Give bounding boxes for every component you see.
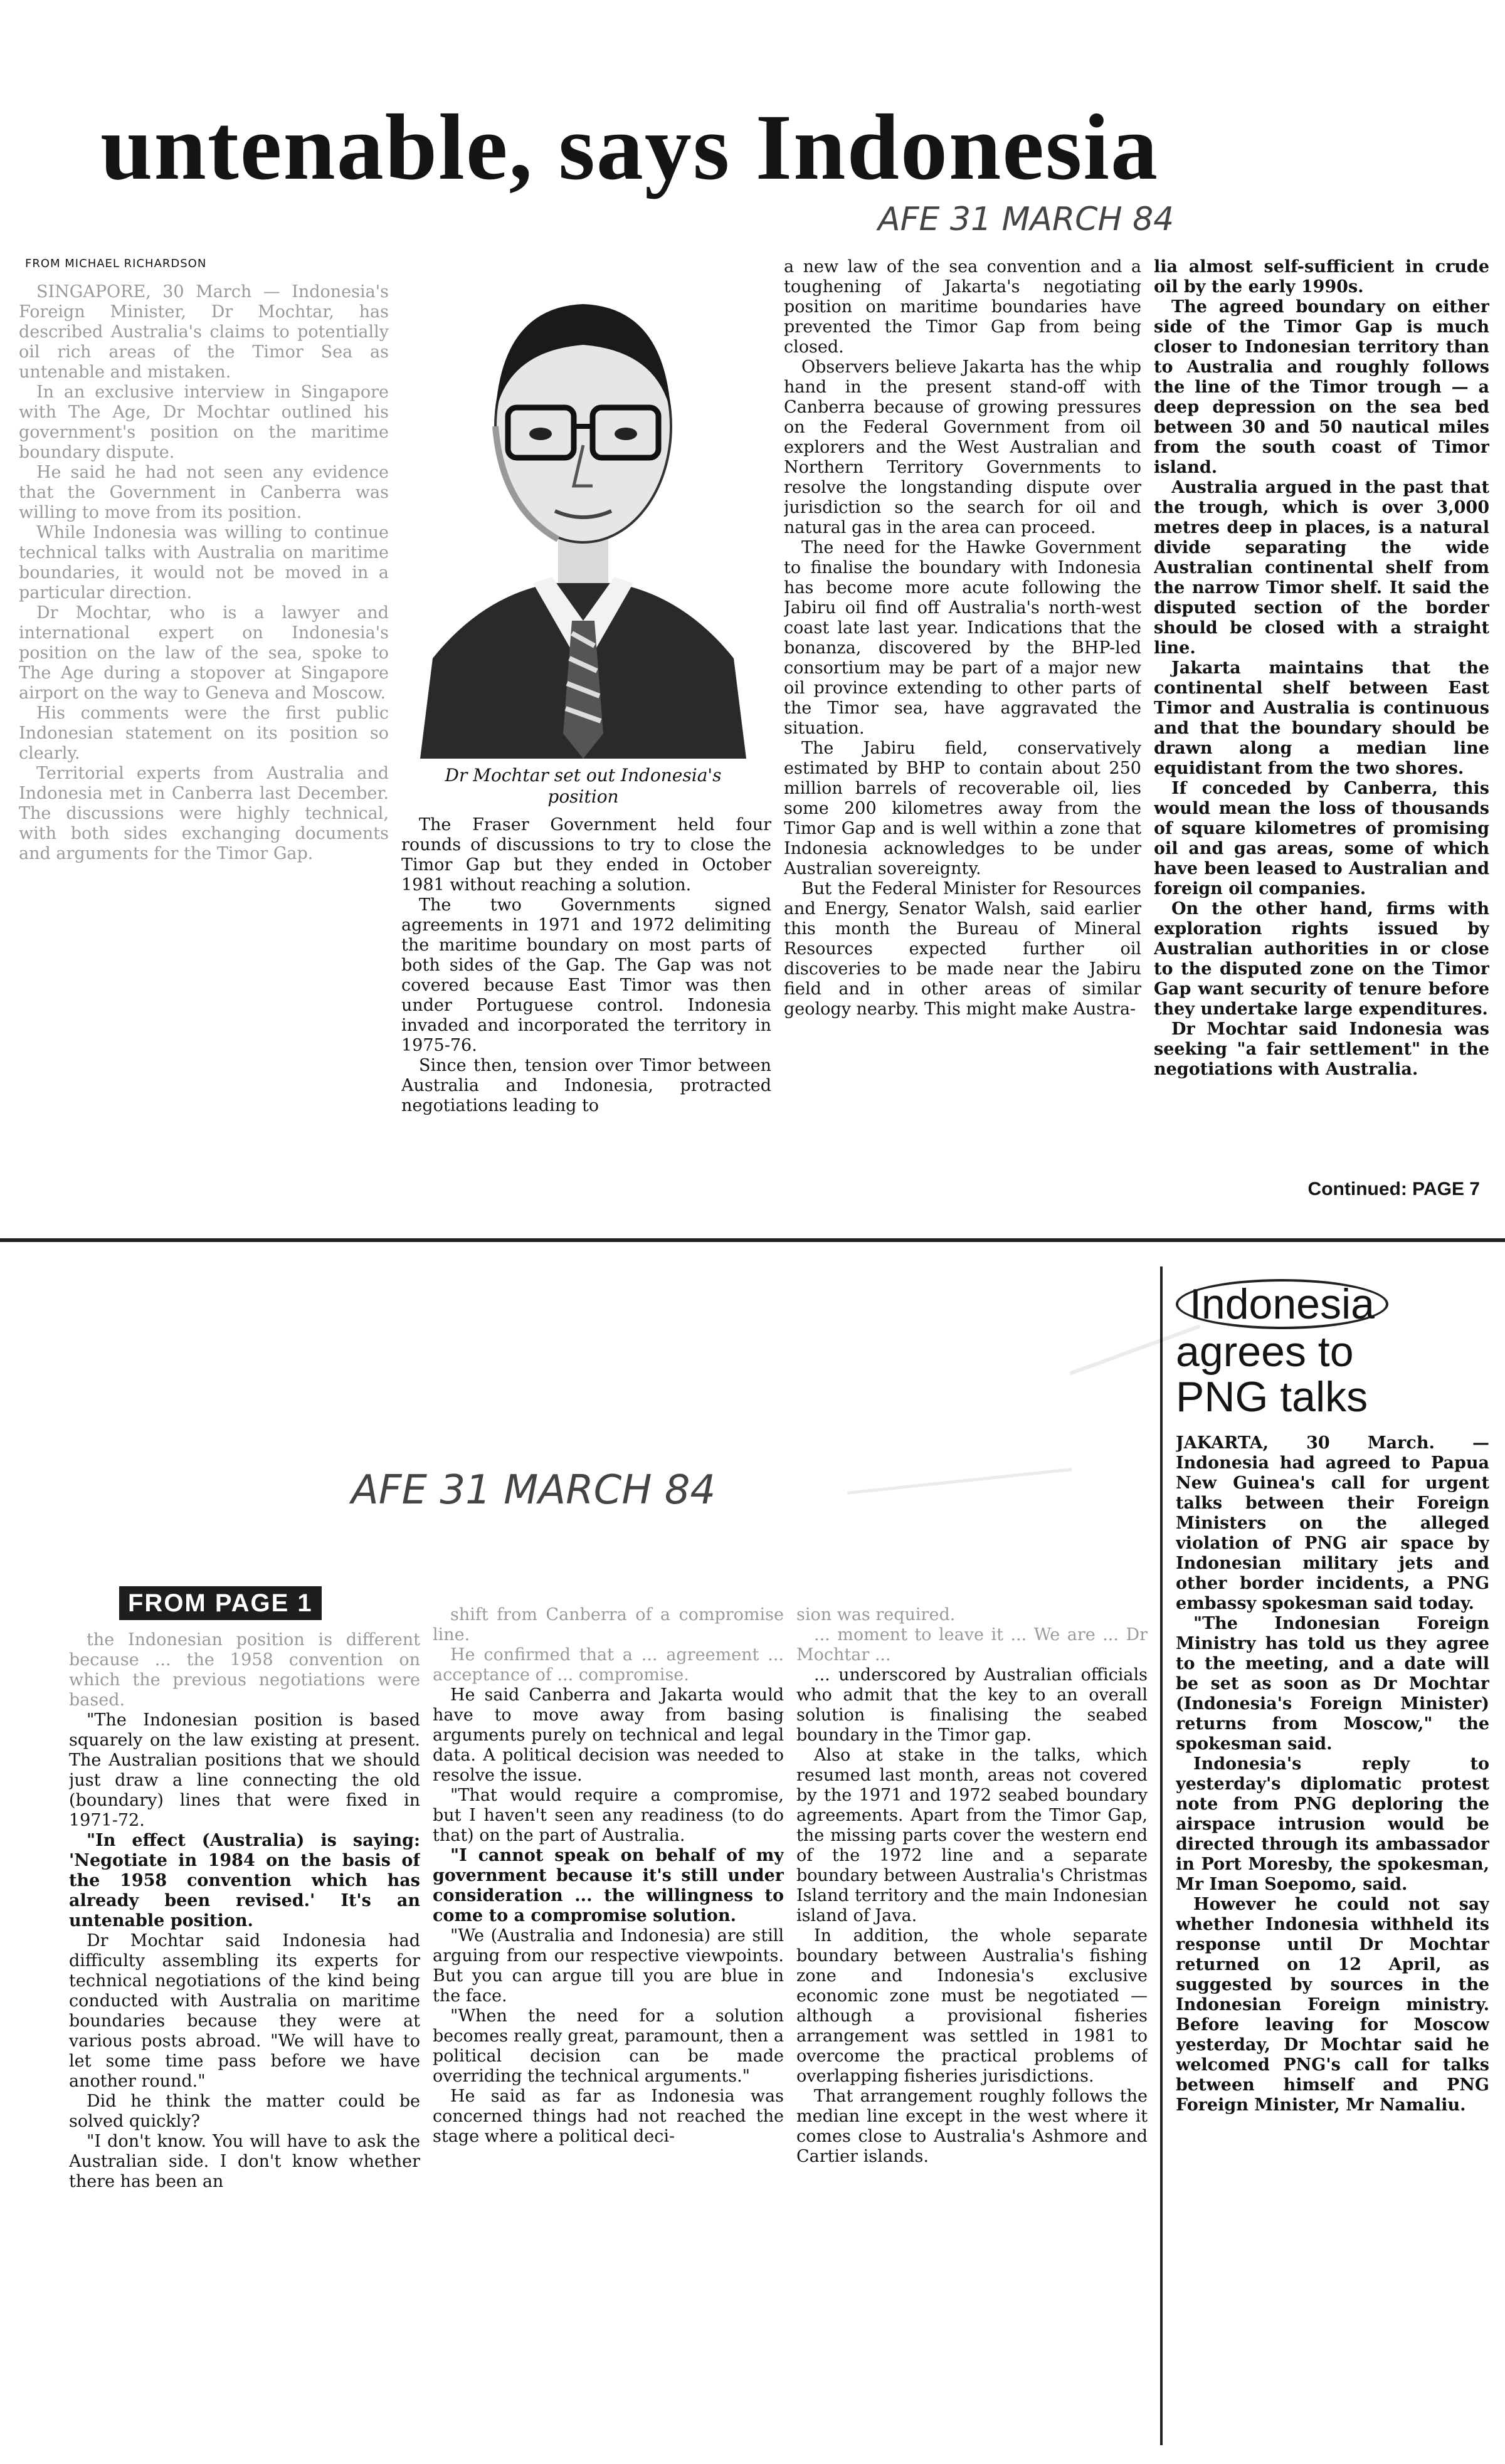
paragraph: "The Indonesian Foreign Ministry has told us they agree to the meeting, and a date will be set as soon as Dr Mochtar (Indonesia's Foreign Minister) returns from Moscow," the spokesman said. bbox=[1176, 1614, 1489, 1754]
bottom-column-1 bbox=[69, 1630, 420, 2445]
paragraph: ... underscored by Australian officials who admit that the key to an overall solution is finalising the seabed boundary in the Timor gap. bbox=[796, 1665, 1148, 1745]
side-story-body bbox=[1176, 1433, 1489, 2411]
bottom-column-3 bbox=[796, 1605, 1148, 2445]
paragraph: The two Governments signed agreements in 1971 and 1972 delimiting the maritime boundary on most parts of both sides of the Gap. The Gap was not covered because East Timor was then under Portuguese control. Indonesia invaded and incorporated the territory in 1975-76. bbox=[401, 895, 771, 1055]
paragraph: "That would require a compromise, but I haven't seen any readiness (to do that) on the part of Australia. bbox=[433, 1786, 784, 1845]
headline: untenable, says Indonesia bbox=[100, 95, 1159, 199]
paragraph: SINGAPORE, 30 March — Indonesia's Foreign Minister, Dr Mochtar, has described Australia's claims to potentially oil rich areas of the Timor Sea as untenable and mistaken. bbox=[19, 282, 389, 382]
paragraph: He said Canberra and Jakarta would have to move away from basing arguments purely on technical and legal data. A political decision was needed to resolve the issue. bbox=[433, 1685, 784, 1785]
story-separator bbox=[0, 1238, 1505, 1242]
paragraph: He said he had not seen any evidence that the Government in Canberra was willing to move from its position. bbox=[19, 463, 389, 522]
middle-column bbox=[401, 815, 771, 1229]
paragraph: ... moment to leave it ... We are ... Dr Mochtar ... bbox=[796, 1625, 1148, 1665]
paragraph: Dr Mochtar, who is a lawyer and international expert on Indonesia's position on the law of the sea, spoke to The Age during a stopover at Singapore airport on the way to Geneva and Moscow. bbox=[19, 603, 389, 703]
paragraph: JAKARTA, 30 March. — Indonesia had agreed to Papua New Guinea's call for urgent talks between their Foreign Ministers on the alleged violation of PNG air space by Indonesian military jets and other border incidents, a PNG embassy spokesman said today. bbox=[1176, 1433, 1489, 1613]
paragraph: On the other hand, firms with exploration rights issued by Australian authorities in or close to the disputed zone on the Timor Gap want security of tenure before they undertake large expenditures. bbox=[1154, 899, 1489, 1019]
side-story-rule bbox=[1160, 1266, 1163, 2445]
paragraph: Territorial experts from Australia and Indonesia met in Canberra last December. The discussions were highly technical, with both sides exchanging documents and arguments for the Timor Gap. bbox=[19, 764, 389, 863]
paragraph: "I cannot speak on behalf of my government because it's still under consideration ... the willingness to come to a compromise solution. bbox=[433, 1846, 784, 1925]
paragraph: He said as far as Indonesia was concerned things had not reached the stage where a political deci- bbox=[433, 2087, 784, 2146]
handwritten-date-bottom: AFE 31 MARCH 84 bbox=[351, 1467, 716, 1514]
bottom-column-2 bbox=[433, 1605, 784, 2445]
left-column bbox=[19, 282, 389, 1229]
paragraph: The agreed boundary on either side of the Timor Gap is much closer to Indonesian territory than to Australia and roughly follows the line of the Timor trough — a deep depression on the sea bed between 30 and 50 nautical miles from the south coast of Timor island. bbox=[1154, 297, 1489, 477]
pen-stroke bbox=[847, 1468, 1072, 1495]
paragraph: the Indonesian position is different because ... the 1958 convention on which the previous negotiations were based. bbox=[69, 1630, 420, 1710]
paragraph: The Jabiru field, conservatively estimated by BHP to contain about 250 million barrels of recoverable oil, lies some 200 kilometres away from the Timor Gap and is well within a zone that Indonesia acknowledges to be under Australian sovereignty. bbox=[784, 739, 1141, 878]
paragraph: He confirmed that a ... agreement ... acceptance of ... compromise. bbox=[433, 1645, 784, 1685]
side-story-headline-line2: agrees to bbox=[1176, 1328, 1354, 1376]
from-page-label: FROM PAGE 1 bbox=[119, 1586, 322, 1620]
paragraph: The Fraser Government held four rounds of discussions to try to close the Timor Gap but they ended in October 1981 without reaching a solution. bbox=[401, 815, 771, 895]
paragraph: "The Indonesian position is based squarely on the law existing at present. The Australian positions that we should just draw a line connecting the old (boundary) lines that were fixed in 1971-72. bbox=[69, 1710, 420, 1830]
paragraph: a new law of the sea convention and a toughening of Jakarta's negotiating position on maritime boundaries have prevented the Timor Gap from being closed. bbox=[784, 257, 1141, 357]
byline: FROM MICHAEL RICHARDSON bbox=[25, 257, 207, 270]
side-story-headline-word: Indonesia bbox=[1176, 1279, 1388, 1329]
paragraph: In an exclusive interview in Singapore with The Age, Dr Mochtar outlined his government's position on the maritime boundary dispute. bbox=[19, 382, 389, 462]
continued-note: Continued: PAGE 7 bbox=[1307, 1179, 1480, 1199]
side-story-headline-line3: PNG talks bbox=[1176, 1373, 1368, 1421]
paragraph: "When the need for a solution becomes really great, paramount, then a political decision can be made overriding the technical arguments." bbox=[433, 2006, 784, 2086]
paragraph: Since then, tension over Timor between Australia and Indonesia, protracted negotiations leading to bbox=[401, 1056, 771, 1115]
paragraph: "I don't know. You will have to ask the Australian side. I don't know whether there has been an bbox=[69, 2132, 420, 2191]
paragraph: His comments were the first public Indonesian statement on its position so clearly. bbox=[19, 703, 389, 763]
paragraph: Dr Mochtar said Indonesia had difficulty assembling its experts for technical negotiations of the kind being conducted with Australia on maritime boundaries because they were at various posts abroad. "We will have to let some time pass before we have another round." bbox=[69, 1931, 420, 2091]
paragraph: Did he think the matter could be solved quickly? bbox=[69, 2092, 420, 2131]
paragraph: Australia argued in the past that the trough, which is over 3,000 metres deep in places, is a natural divide separating the wide Australian continental shelf from the narrow Timor shelf. It said the disputed section of the border should be closed with a straight line. bbox=[1154, 478, 1489, 658]
paragraph: Dr Mochtar said Indonesia was seeking "a fair settlement" in the negotiations with Australia. bbox=[1154, 1019, 1489, 1079]
paragraph: That arrangement roughly follows the median line except in the west where it comes close to Australia's Ashmore and Cartier islands. bbox=[796, 2087, 1148, 2166]
paragraph: sion was required. bbox=[796, 1605, 956, 1624]
paragraph: However he could not say whether Indonesia withheld its response until Dr Mochtar returned on 12 April, as suggested by sources in the Indonesian Foreign ministry. Before leaving for Moscow yesterday, Dr Mochtar said he welcomed PNG's call for talks between himself and PNG Foreign Minister, Mr Namaliu. bbox=[1176, 1895, 1489, 2115]
portrait-photo bbox=[408, 270, 759, 759]
paragraph: The need for the Hawke Government to finalise the boundary with Indonesia has become more acute following the Jabiru oil find off Australia's north-west coast late last year. Indications that the bonanza, discovered by the BHP-led consortium may be part of a major new oil province extending to other parts of the Timor sea, have aggravated the situation. bbox=[784, 538, 1141, 738]
side-story bbox=[1176, 1279, 1489, 2445]
paragraph: But the Federal Minister for Resources and Energy, Senator Walsh, said earlier this month the Bureau of Mineral Resources expected further oil discoveries to be made near the Jabiru field and in other areas of similar geology nearby. This might make Austra- bbox=[784, 879, 1141, 1019]
paragraph: shift from Canberra of a compromise line. bbox=[433, 1605, 784, 1645]
fourth-column bbox=[1154, 257, 1489, 1179]
paragraph: lia almost self-sufficient in crude oil by the early 1990s. bbox=[1154, 257, 1489, 297]
paragraph: Observers believe Jakarta has the whip hand in the present stand-off with Canberra because of growing pressures on the Federal Government from oil explorers and the West Australian and Northern Territory Governments to resolve the longstanding dispute over jurisdiction so the search for oil and natural gas in the area can proceed. bbox=[784, 357, 1141, 537]
paragraph: While Indonesia was willing to continue technical talks with Australia on maritime boundaries, it would not be moved in a particular direction. bbox=[19, 523, 389, 603]
third-column bbox=[784, 257, 1141, 1229]
paragraph: In addition, the whole separate boundary between Australia's fishing zone and Indonesia's exclusive economic zone must be negotiated — although a provisional fisheries arrangement was settled in 1981 to overcome the practical problems of overlapping fisheries jurisdictions. bbox=[796, 1926, 1148, 2086]
paragraph: "In effect (Australia) is saying: 'Negotiate in 1984 on the basis of the 1958 convention which has already been revised.' It's an untenable position. bbox=[69, 1831, 420, 1930]
photo-caption: Dr Mochtar set out Indonesia's position bbox=[445, 765, 722, 807]
paragraph: Jakarta maintains that the continental shelf between East Timor and Australia is continuous and that the boundary should be drawn along a median line equidistant from the two shores. bbox=[1154, 658, 1489, 778]
paragraph: Indonesia's reply to yesterday's diplomatic protest note from PNG deploring the airspace intrusion would be directed through its ambassador in Port Moresby, the spokesman, Mr Iman Soepomo, said. bbox=[1176, 1754, 1489, 1894]
handwritten-date-top: AFE 31 MARCH 84 bbox=[878, 201, 1175, 238]
paragraph: "We (Australia and Indonesia) are still arguing from our respective viewpoints. But you can argue till you are blue in the face. bbox=[433, 1926, 784, 2006]
paragraph: Also at stake in the talks, which resumed last month, areas not covered by the 1971 and 1972 seabed boundary agreements. Apart from the Timor Gap, the missing parts cover the western end of the 1972 line and a separate boundary between Australia's Christmas Island territory and the main Indonesian island of Java. bbox=[796, 1745, 1148, 1925]
paragraph: If conceded by Canberra, this would mean the loss of thousands of square kilometres of promising oil and gas areas, some of which have been leased to Australian and foreign oil companies. bbox=[1154, 779, 1489, 898]
